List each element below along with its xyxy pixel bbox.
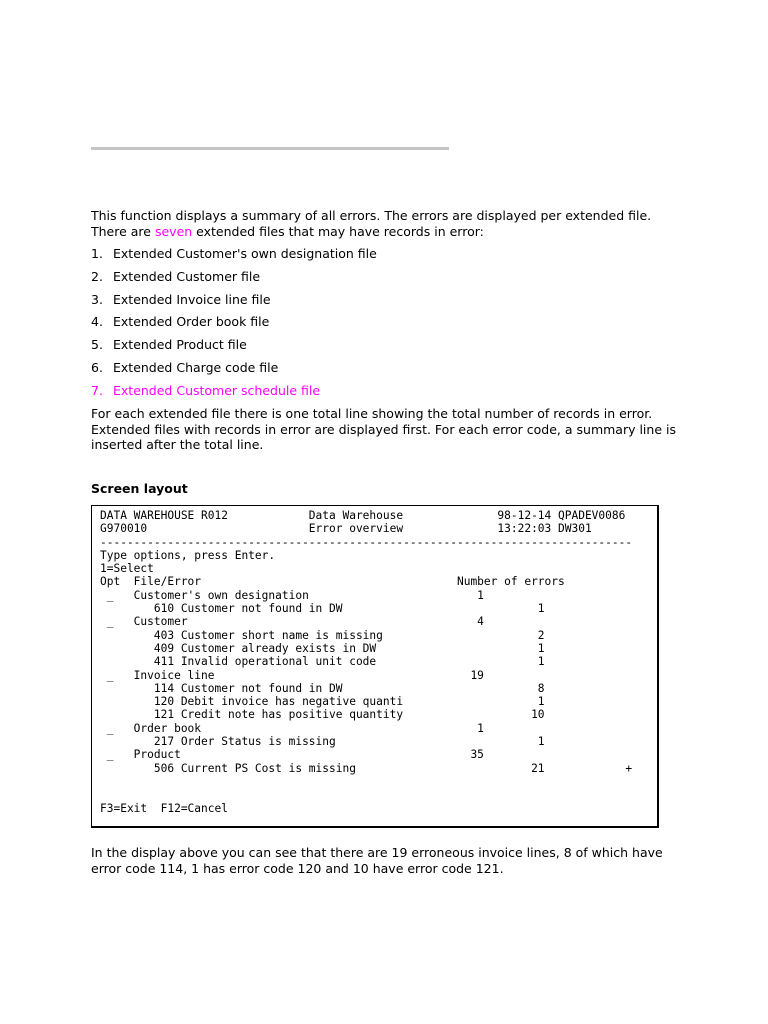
screen-line: _ Product 35 xyxy=(100,748,484,762)
screen-line: 114 Customer not found in DW 8 xyxy=(100,681,545,695)
file-list-label: Extended Invoice line file xyxy=(113,291,271,307)
intro-paragraph xyxy=(91,208,691,239)
screen-layout-heading: Screen layout xyxy=(91,481,188,496)
file-list-item xyxy=(91,360,377,383)
file-list-label: Extended Charge code file xyxy=(113,359,279,375)
file-list-number: 1. xyxy=(91,246,103,261)
file-list-number: 5. xyxy=(91,337,103,353)
file-list-label: Extended Customer schedule file xyxy=(113,382,321,398)
screen-line: Opt File/Error Number of errors xyxy=(100,575,565,589)
screen-line: 610 Customer not found in DW 1 xyxy=(100,602,545,616)
file-list-number: 6. xyxy=(91,359,103,375)
intro-line-1: This function displays a summary of all errors. The errors are displayed per extended file. xyxy=(91,208,652,223)
screen-line: 121 Credit note has positive quantity 10 xyxy=(100,708,545,722)
screen-line: ------------------------------------------------------------------------------- xyxy=(100,535,633,549)
screen-line: _ Customer's own designation 1 xyxy=(100,588,484,602)
explanation-paragraph: For each extended file there is one total line showing the total number of records in error. Extended files with records in error are displayed first. For each error code, a summary line is inserted after the total line. xyxy=(91,406,676,452)
screen-line: 411 Invalid operational unit code 1 xyxy=(100,655,545,669)
file-list-item xyxy=(91,314,377,337)
terminal-screen-text xyxy=(92,506,657,815)
file-list-number: 2. xyxy=(91,268,103,284)
screen-line: 506 Current PS Cost is missing 21 + xyxy=(100,761,633,775)
file-list-item xyxy=(91,383,377,406)
screen-line xyxy=(100,788,657,801)
file-list-label: Extended Product file xyxy=(113,337,247,353)
screen-line xyxy=(100,775,657,788)
intro-line-2-end: extended files that may have records in error: xyxy=(192,223,484,239)
horizontal-rule xyxy=(91,147,449,150)
file-list-label: Extended Customer's own designation file xyxy=(113,246,377,261)
file-count-highlight: seven xyxy=(154,223,193,239)
screen-line: 1=Select xyxy=(100,562,154,576)
screen-line: 120 Debit invoice has negative quanti 1 xyxy=(100,695,545,709)
screen-line: _ Order book 1 xyxy=(100,721,484,735)
file-list-label: Extended Order book file xyxy=(113,314,270,330)
extended-file-list xyxy=(91,246,377,406)
file-list-label: Extended Customer file xyxy=(113,268,261,284)
screen-line: F3=Exit F12=Cancel xyxy=(100,801,228,815)
screen-line: DATA WAREHOUSE R012 Data Warehouse 98-12-14 QPADEV0086 xyxy=(100,509,626,522)
screen-line: _ Invoice line 19 xyxy=(100,668,484,682)
conclusion-paragraph: In the display above you can see that there are 19 erroneous invoice lines, 8 of which have error code 114, 1 has error code 120 and 10 have error code 121. xyxy=(91,845,663,876)
intro-line-2-start: There are xyxy=(91,223,155,239)
screen-line: 409 Customer already exists in DW 1 xyxy=(100,641,545,655)
file-list-item xyxy=(91,292,377,315)
file-list-item xyxy=(91,246,377,269)
terminal-screen xyxy=(91,505,659,828)
screen-line: _ Customer 4 xyxy=(100,615,484,629)
file-list-item xyxy=(91,337,377,360)
screen-line: Type options, press Enter. xyxy=(100,548,276,562)
screen-line: G970010 Error overview 13:22:03 DW301 xyxy=(100,522,592,536)
screen-line: 217 Order Status is missing 1 xyxy=(100,735,545,749)
file-list-number: 7. xyxy=(91,382,103,398)
screen-line: 403 Customer short name is missing 2 xyxy=(100,628,545,642)
file-list-item xyxy=(91,269,377,292)
file-list-number: 4. xyxy=(91,314,103,330)
file-list-number: 3. xyxy=(91,291,103,307)
